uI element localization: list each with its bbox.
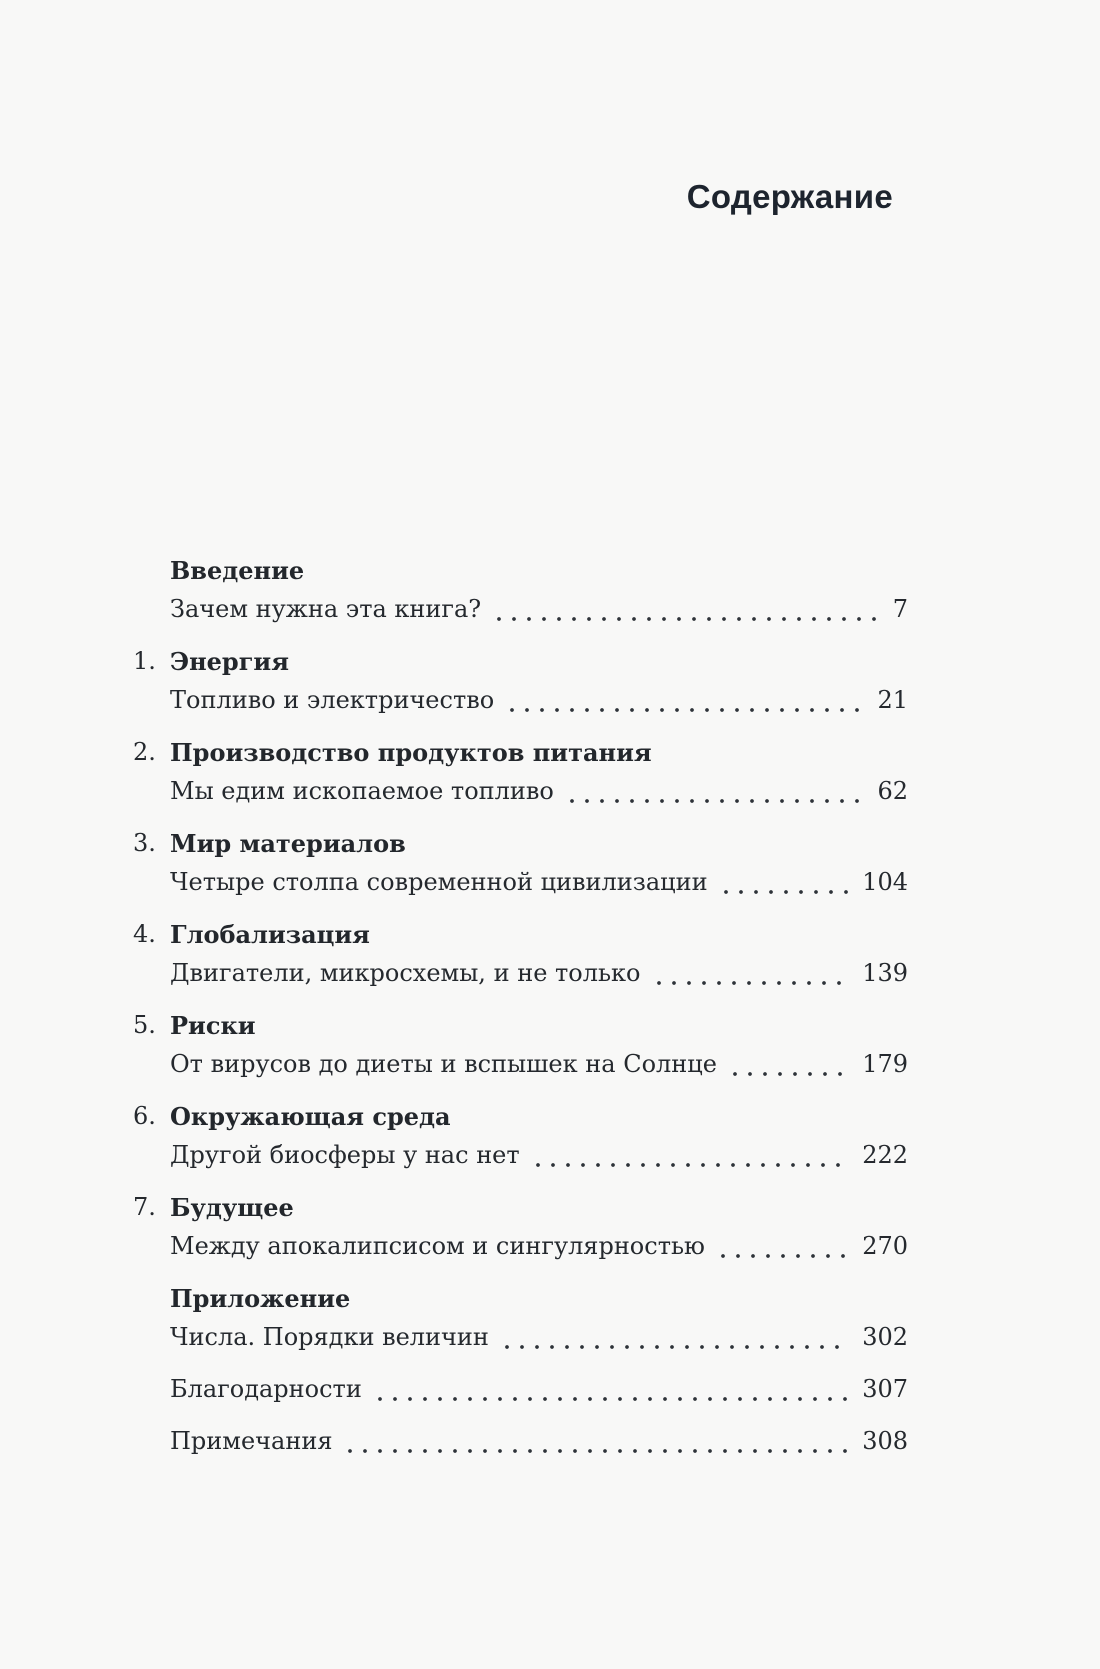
toc-entry-subtitle-line: [133, 1370, 908, 1409]
toc-entry-number: 3.: [133, 829, 156, 857]
toc-entry-title-line: [133, 733, 908, 772]
toc-entry-page-number: 222: [862, 1141, 908, 1169]
toc-entry-subtitle: Мы едим ископаемое топливо: [170, 777, 554, 805]
dot-leader: [570, 772, 866, 811]
dot-leader: [733, 1045, 850, 1084]
dot-leader: [536, 1136, 851, 1175]
dot-leader: [497, 590, 881, 629]
toc-entry-subtitle: Числа. Порядки величин: [170, 1323, 489, 1351]
toc-entry-number: 7.: [133, 1193, 156, 1221]
toc-entry-page-number: 104: [862, 868, 908, 896]
toc-entry-number: 4.: [133, 920, 156, 948]
toc-entry: [133, 1279, 908, 1357]
toc-entry-title: Производство продуктов питания: [170, 738, 652, 767]
toc-entry-title: Будущее: [170, 1193, 294, 1222]
toc-entry-subtitle-line: [133, 772, 908, 811]
toc-entry-subtitle: Благодарности: [170, 1375, 362, 1403]
toc-entry: [133, 1006, 908, 1084]
toc-entry-page-number: 307: [862, 1375, 908, 1403]
toc-entry-title: Риски: [170, 1011, 256, 1040]
toc-entry-subtitle-line: [133, 1136, 908, 1175]
toc-entry-title: Энергия: [170, 647, 289, 676]
toc-entry-title-line: [133, 915, 908, 954]
dot-leader: [724, 863, 851, 902]
toc-entry-page-number: 7: [892, 595, 908, 623]
toc-entry-subtitle: Топливо и электричество: [170, 686, 495, 714]
toc-entry-page-number: 308: [862, 1427, 908, 1455]
dot-leader: [657, 954, 851, 993]
toc-entry-page-number: 270: [862, 1232, 908, 1260]
toc-entry-subtitle: Зачем нужна эта книга?: [170, 595, 482, 623]
toc-entry: [133, 1422, 908, 1461]
dot-leader: [721, 1227, 850, 1266]
toc-entry: [133, 642, 908, 720]
toc-entry: [133, 1097, 908, 1175]
toc-entry-subtitle: Примечания: [170, 1427, 333, 1455]
toc-entry-subtitle-line: [133, 954, 908, 993]
toc-entry-title-line: [133, 1006, 908, 1045]
toc-entry-title-line: [133, 642, 908, 681]
toc-entry-title: Мир материалов: [170, 829, 406, 858]
toc-entry-subtitle: Между апокалипсисом и сингулярностью: [170, 1232, 705, 1260]
dot-leader: [378, 1370, 850, 1409]
toc-entry-title: Введение: [170, 556, 305, 585]
toc-entry-subtitle-line: [133, 1045, 908, 1084]
toc-entry-subtitle-line: [133, 681, 908, 720]
dot-leader: [510, 681, 865, 720]
toc-entry: [133, 551, 908, 629]
toc-entry: [133, 915, 908, 993]
toc-entry: [133, 824, 908, 902]
toc-entry-subtitle: Двигатели, микросхемы, и не только: [170, 959, 641, 987]
toc-entry-page-number: 179: [862, 1050, 908, 1078]
dot-leader: [505, 1318, 850, 1357]
table-of-contents: [133, 551, 908, 1474]
toc-entry-title-line: [133, 1097, 908, 1136]
toc-entry-title: Глобализация: [170, 920, 370, 949]
toc-entry-title-line: [133, 1188, 908, 1227]
toc-entry-number: 6.: [133, 1102, 156, 1130]
toc-entry-subtitle-line: [133, 1318, 908, 1357]
toc-entry-number: 1.: [133, 647, 156, 675]
toc-entry-subtitle-line: [133, 1227, 908, 1266]
toc-entry-subtitle-line: [133, 1422, 908, 1461]
toc-entry: [133, 1188, 908, 1266]
toc-entry-title-line: [133, 1279, 908, 1318]
toc-entry-number: 5.: [133, 1011, 156, 1039]
dot-leader: [348, 1422, 850, 1461]
toc-entry-subtitle: Другой биосферы у нас нет: [170, 1141, 520, 1169]
toc-entry-page-number: 302: [862, 1323, 908, 1351]
toc-entry: [133, 733, 908, 811]
toc-entry-page-number: 21: [877, 686, 908, 714]
page-title: Содержание: [686, 178, 893, 215]
toc-entry-subtitle-line: [133, 863, 908, 902]
toc-entry-page-number: 62: [877, 777, 908, 805]
toc-entry-subtitle: Четыре столпа современной цивилизации: [170, 868, 708, 896]
toc-entry-subtitle: От вирусов до диеты и вспышек на Солнце: [170, 1050, 717, 1078]
toc-entry: [133, 1370, 908, 1409]
toc-entry-number: 2.: [133, 738, 156, 766]
toc-entry-title: Приложение: [170, 1284, 351, 1313]
toc-entry-page-number: 139: [862, 959, 908, 987]
toc-entry-title-line: [133, 824, 908, 863]
toc-entry-title: Окружающая среда: [170, 1102, 451, 1131]
toc-entry-title-line: [133, 551, 908, 590]
toc-entry-subtitle-line: [133, 590, 908, 629]
